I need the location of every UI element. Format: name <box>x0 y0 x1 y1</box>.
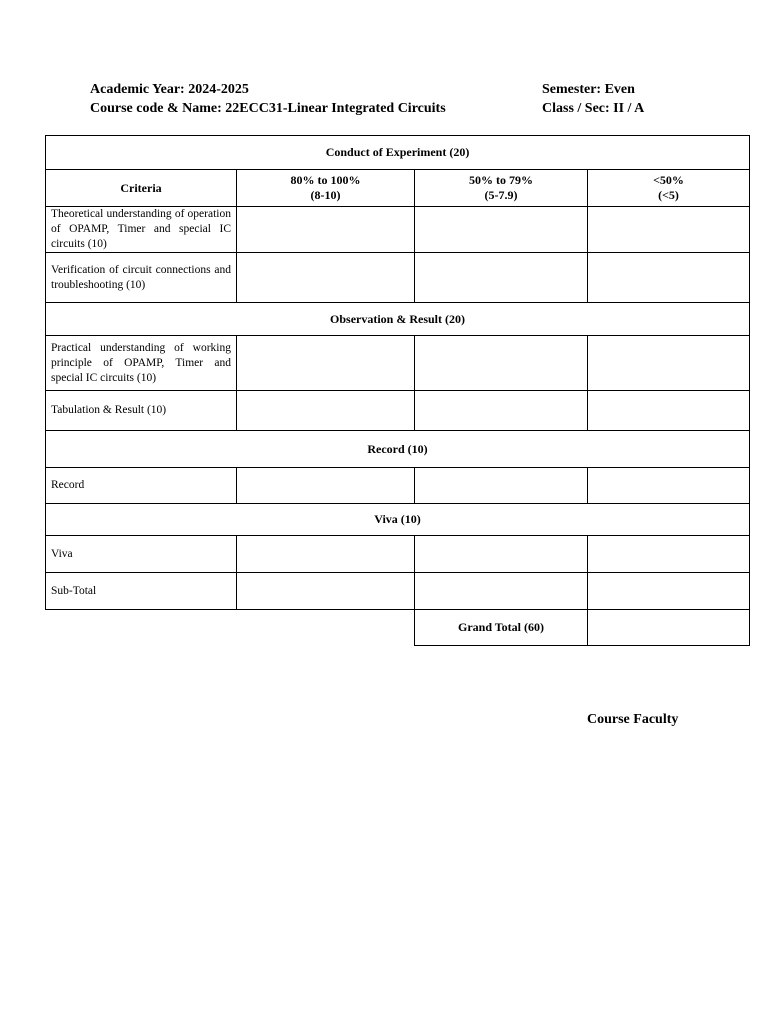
score-cell[interactable] <box>415 253 588 303</box>
score-cell[interactable] <box>588 391 750 431</box>
class-section: Class / Sec: II / A <box>542 101 645 116</box>
table-row <box>46 253 750 303</box>
sub-total-cell[interactable] <box>588 573 750 610</box>
score-cell[interactable] <box>237 391 415 431</box>
score-cell[interactable] <box>588 536 750 573</box>
grand-total-cell[interactable] <box>588 610 750 646</box>
section-row <box>46 136 750 170</box>
score-cell[interactable] <box>415 391 588 431</box>
score-cell[interactable] <box>588 253 750 303</box>
criterion-viva: Viva <box>46 536 237 573</box>
grade-band-below-50-percent: <50% <box>653 173 684 187</box>
table-row <box>46 573 750 610</box>
table-row <box>46 391 750 431</box>
score-cell[interactable] <box>415 536 588 573</box>
section-conduct-of-experiment: Conduct of Experiment (20) <box>46 136 750 170</box>
section-row <box>46 504 750 536</box>
table-row <box>46 207 750 253</box>
grade-band-80-100-marks: (8-10) <box>310 188 341 202</box>
semester: Semester: Even <box>542 82 635 97</box>
score-cell[interactable] <box>415 468 588 504</box>
criterion-practical-understanding: Practical understanding of working principle of OPAMP, Timer and special IC circuits (10) <box>46 336 237 391</box>
score-cell[interactable] <box>588 336 750 391</box>
score-cell[interactable] <box>588 207 750 253</box>
sub-total-cell[interactable] <box>237 573 415 610</box>
grade-band-80-100-percent: 80% to 100% <box>290 173 361 187</box>
grade-band-80-100-header <box>237 170 415 207</box>
section-record: Record (10) <box>46 431 750 468</box>
empty-cell <box>46 610 237 646</box>
section-row <box>46 431 750 468</box>
grade-band-below-50-header <box>588 170 750 207</box>
grand-total-row <box>46 610 750 646</box>
score-cell[interactable] <box>415 207 588 253</box>
empty-cell <box>237 610 415 646</box>
section-row <box>46 303 750 336</box>
criterion-theoretical-understanding: Theoretical understanding of operation of OPAMP, Timer and special IC circuits (10) <box>46 207 237 253</box>
column-header-row <box>46 170 750 207</box>
academic-year: Academic Year: 2024-2025 <box>90 82 249 97</box>
grade-band-50-79-header <box>415 170 588 207</box>
criterion-record: Record <box>46 468 237 504</box>
table-row <box>46 336 750 391</box>
sub-total-cell[interactable] <box>415 573 588 610</box>
score-cell[interactable] <box>588 468 750 504</box>
grand-total-label: Grand Total (60) <box>415 610 588 646</box>
table-row <box>46 468 750 504</box>
score-cell[interactable] <box>237 468 415 504</box>
criterion-verification: Verification of circuit connections and troubleshooting (10) <box>46 253 237 303</box>
score-cell[interactable] <box>237 336 415 391</box>
score-cell[interactable] <box>415 336 588 391</box>
course-faculty-signature-label: Course Faculty <box>587 712 679 727</box>
criterion-tabulation-result: Tabulation & Result (10) <box>46 391 237 431</box>
grade-band-50-79-marks: (5-7.9) <box>484 188 518 202</box>
grade-band-below-50-marks: (<5) <box>658 188 679 202</box>
score-cell[interactable] <box>237 207 415 253</box>
sub-total-label: Sub-Total <box>46 573 237 610</box>
score-cell[interactable] <box>237 253 415 303</box>
criteria-header: Criteria <box>46 170 237 207</box>
table-row <box>46 536 750 573</box>
course-code-name: Course code & Name: 22ECC31-Linear Integrated Circuits <box>90 101 446 116</box>
evaluation-rubric-table <box>45 135 750 646</box>
section-observation-result: Observation & Result (20) <box>46 303 750 336</box>
grade-band-50-79-percent: 50% to 79% <box>469 173 533 187</box>
score-cell[interactable] <box>237 536 415 573</box>
section-viva: Viva (10) <box>46 504 750 536</box>
